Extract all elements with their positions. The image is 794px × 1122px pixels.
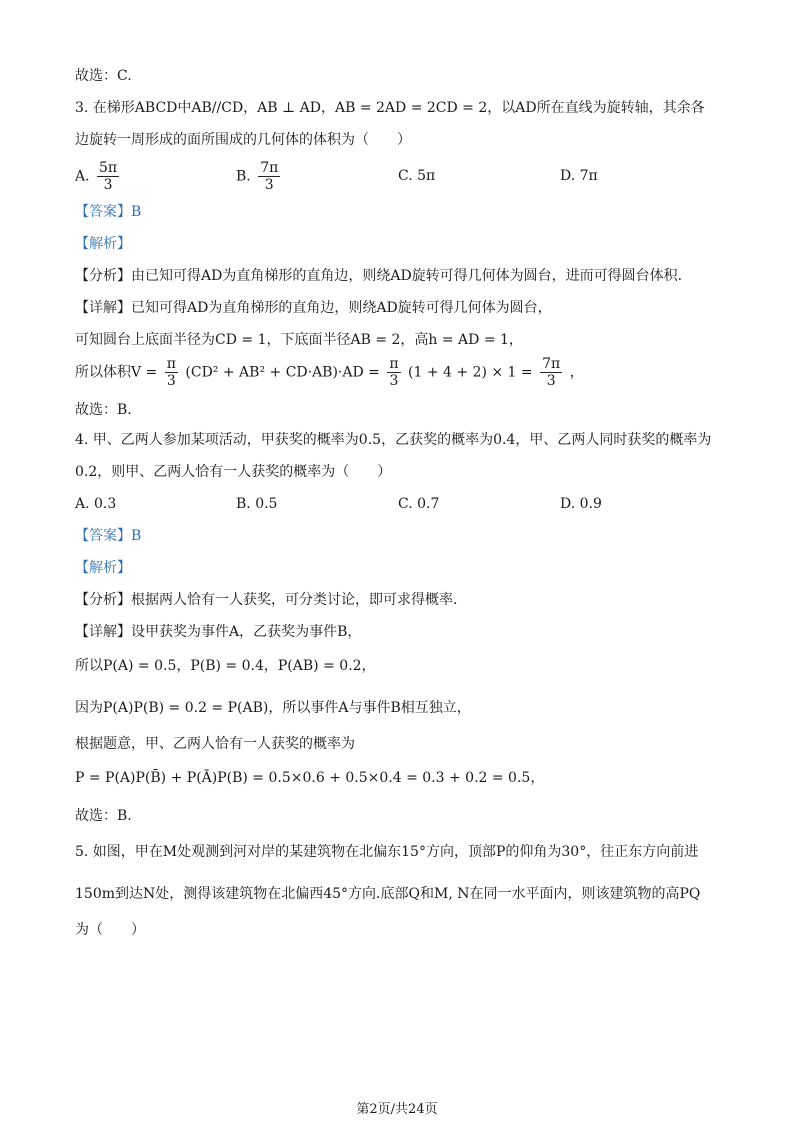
choice-line: 故选：B. [75,808,132,824]
analysis-text: 【分析】由已知可得AD为直角梯形的直角边，则绕AD旋转可得几何体为圆台，进而可得圆台体积. [75,268,683,284]
radius-text: 可知圆台上底面半径为CD = 1，下底面半径AB = 2，高h = AD = 1， [75,332,523,348]
q4-option-d: D. 0.9 [560,496,602,512]
question-5-stem-cont: 150m到达N处，测得该建筑物在北偏西45°方向.底部Q和M, N在同一水平面内，则该建筑物的高PQ [75,886,701,902]
probability-formula: P = P(A)P(B̄) + P(Ā)P(B) = 0.5×0.6 + 0.5×0.4 = 0.3 + 0.2 = 0.5， [75,770,545,786]
q3-option-b: B. $\frac{7\pi}{3}$ [236,160,279,193]
question-5-stem: 5. 如图，甲在M处观测到河对岸的某建筑物在北偏东15°方向，顶部P的仰角为30°，往正东方向前进 [75,844,699,860]
analysis-text: 【分析】根据两人恰有一人获奖，可分类讨论，即可求得概率. [75,592,458,608]
question-3-stem-cont: 边旋转一周形成的面所围成的几何体的体积为（ ） [75,132,411,148]
analysis-label: 【解析】 [75,236,131,252]
question-4-stem: 4. 甲、乙两人参加某项活动，甲获奖的概率为0.5，乙获奖的概率为0.4，甲、乙两人同时获奖的概率为 [75,432,712,448]
independence-text: 因为P(A)P(B) = 0.2 = P(AB)，所以事件A与事件B相互独立， [75,700,471,716]
q4-option-a: A. 0.3 [75,496,117,512]
analysis-label: 【解析】 [75,560,131,576]
answer-label: 【答案】B [75,204,142,220]
q3-option-d: D. 7π [560,168,598,184]
volume-formula: 所以体积V = $\frac{\pi}{3}$ (CD² + AB² + CD·AB)·AD = $\frac{\pi}{3}$ (1 + 4 + 2) × 1 = $\frac{7\pi}{3}$ ， [75,356,584,389]
q3-option-a: A. $\frac{5\pi}{3}$ [75,160,118,193]
probability-values: 所以P(A) = 0.5，P(B) = 0.4，P(AB) = 0.2， [75,658,376,674]
choice-line: 故选：B. [75,402,132,418]
question-5-stem-end: 为（ ） [75,922,145,938]
page-footer: 第2页/共24页 [356,1102,438,1117]
answer-label: 【答案】B [75,528,142,544]
q3-option-c: C. 5π [398,168,436,184]
choice-line: 故选：C. [75,68,132,84]
q4-option-c: C. 0.7 [398,496,440,512]
detail-text: 【详解】已知可得AD为直角梯形的直角边，则绕AD旋转可得几何体为圆台， [75,300,552,316]
question-4-stem-cont: 0.2，则甲、乙两人恰有一人获奖的概率为（ ） [75,464,392,480]
q4-option-b: B. 0.5 [236,496,278,512]
question-3-stem: 3. 在梯形ABCD中AB//CD，AB ⊥ AD，AB = 2AD = 2CD = 2，以AD所在直线为旋转轴，其余各 [75,100,705,116]
context-text: 根据题意，甲、乙两人恰有一人获奖的概率为 [75,736,355,752]
detail-text: 【详解】设甲获奖为事件A，乙获奖为事件B， [75,624,362,640]
